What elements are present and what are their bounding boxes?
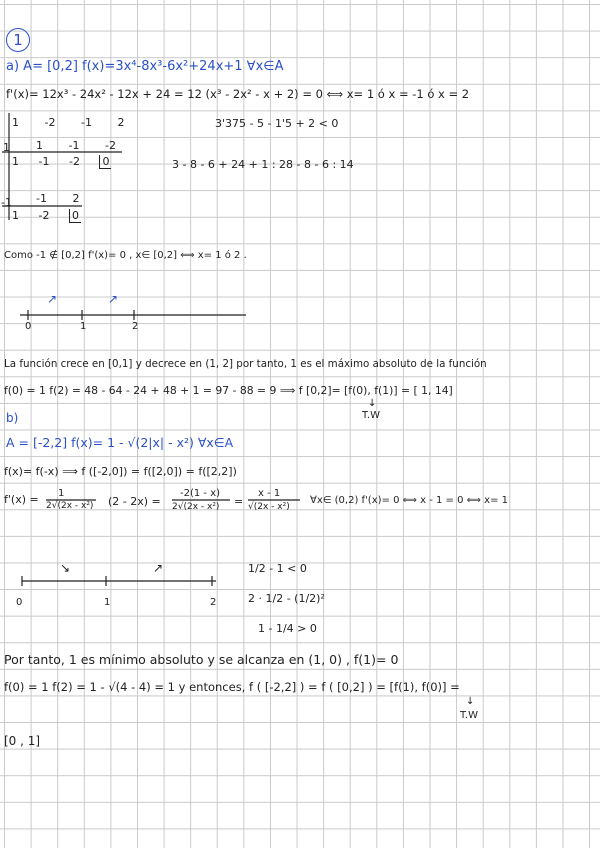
part-b-header: A = [-2,2] f(x)= 1 - √(2|x| - x²) ∀x∈A: [6, 435, 234, 450]
part-b-note: T.W: [460, 710, 478, 721]
ruffini-cell: 1: [12, 116, 19, 129]
part-b-check-3: 1 - 1/4 > 0: [258, 622, 317, 635]
tick-label: 1: [104, 597, 111, 608]
part-b-check-2: 2 · 1/2 - (1/2)²: [248, 592, 325, 605]
ruffini-cell: -2: [44, 116, 56, 129]
part-b-parity: f(x)= f(-x) ⟹ f ([-2,0]) = f([2,0]) = f([2,2]): [4, 465, 237, 478]
derivative-middle: (2 - 2x) =: [108, 495, 161, 508]
tick-label: 2: [210, 597, 217, 608]
tick-label: 0: [25, 321, 32, 332]
derivative-tail: ∀x∈ (0,2) f'(x)= 0 ⟺ x - 1 = 0 ⟺ x= 1: [310, 495, 509, 506]
fraction-denominator: 2√(2x - x²): [172, 502, 220, 512]
ruffini-root-1: 1: [3, 141, 10, 154]
ruffini-cell: 1: [36, 139, 43, 152]
fraction-numerator: 1: [58, 488, 65, 499]
arrow-down-icon: ↓: [466, 696, 475, 707]
part-a-header: a) A= [0,2] f(x)=3x⁴-8x³-6x²+24x+1 ∀x∈A: [6, 59, 284, 74]
fraction-denominator: 2√(2x - x²): [46, 501, 94, 511]
arrow-down-icon: ↓: [368, 398, 377, 409]
decreasing-arrow: ↘: [60, 561, 71, 575]
exercise-number: 1: [6, 28, 30, 52]
ruffini-cell: -1: [36, 192, 47, 205]
tick-label: 0: [16, 597, 23, 608]
part-b-label: b): [6, 411, 19, 425]
part-b-values-line: f(0) = 1 f(2) = 1 - √(4 - 4) = 1 y entonces, f ( [-2,2] ) = f ( [0,2] ) = [f(1), f(0)] =: [4, 680, 460, 694]
ruffini-cell: -1: [68, 139, 80, 152]
part-a-since-line: Como -1 ∉ [0,2] f'(x)= 0 , x∈ [0,2] ⟺ x= 1 ó 2 .: [4, 250, 247, 261]
ruffini-cell: 2: [117, 116, 125, 129]
fraction-denominator: √(2x - x²): [248, 502, 290, 512]
part-a-note: T.W: [362, 410, 380, 421]
part-a-check-2: 3 - 8 - 6 + 24 + 1 : 28 - 8 - 6 : 14: [172, 158, 354, 171]
ruffini-cell: 2: [72, 192, 80, 205]
part-a-values-line: f(0) = 1 f(2) = 48 - 64 - 24 + 48 + 1 = 97 - 88 = 9 ⟹ f [0,2]= [f(0), f(1)] = [ 1, 14]: [4, 384, 453, 397]
ruffini-cell: 0: [99, 155, 111, 169]
ruffini-cell: -1: [38, 155, 50, 168]
part-b-check-1: 1/2 - 1 < 0: [248, 562, 307, 575]
part-b-conclusion: Por tanto, 1 es mínimo absoluto y se alcanza en (1, 0) , f(1)= 0: [4, 652, 399, 667]
ruffini-root-2: -1: [1, 196, 12, 209]
increasing-arrow: ↗: [47, 292, 58, 306]
tick-label: 1: [80, 321, 87, 332]
fraction-numerator: -2(1 - x): [180, 488, 221, 499]
part-a-check-1: 3'375 - 5 - 1'5 + 2 < 0: [215, 117, 339, 130]
ruffini-cell: -1: [80, 116, 92, 129]
ruffini-cell: -2: [104, 139, 116, 152]
part-a-derivative: f'(x)= 12x³ - 24x² - 12x + 24 = 12 (x³ - 2x² - x + 2) = 0 ⟺ x= 1 ó x = -1 ó x = 2: [6, 87, 470, 101]
ruffini-cell: 1: [12, 155, 19, 168]
ruffini-cell: 0: [69, 209, 81, 223]
tick-label: 2: [132, 321, 139, 332]
increasing-arrow: ↗: [108, 292, 119, 306]
derivative-middle: =: [234, 495, 244, 508]
increasing-arrow: ↗: [153, 561, 164, 575]
ruffini-cell: -2: [38, 209, 50, 222]
derivative-prefix: f'(x) =: [4, 493, 39, 506]
part-b-result: [0 , 1]: [4, 734, 41, 748]
ruffini-cell: -2: [68, 155, 80, 168]
ruffini-cell: 1: [12, 209, 19, 222]
part-a-conclusion: La función crece en [0,1] y decrece en (1, 2] por tanto, 1 es el máximo absoluto de la función: [4, 358, 487, 370]
fraction-numerator: x - 1: [258, 488, 281, 499]
